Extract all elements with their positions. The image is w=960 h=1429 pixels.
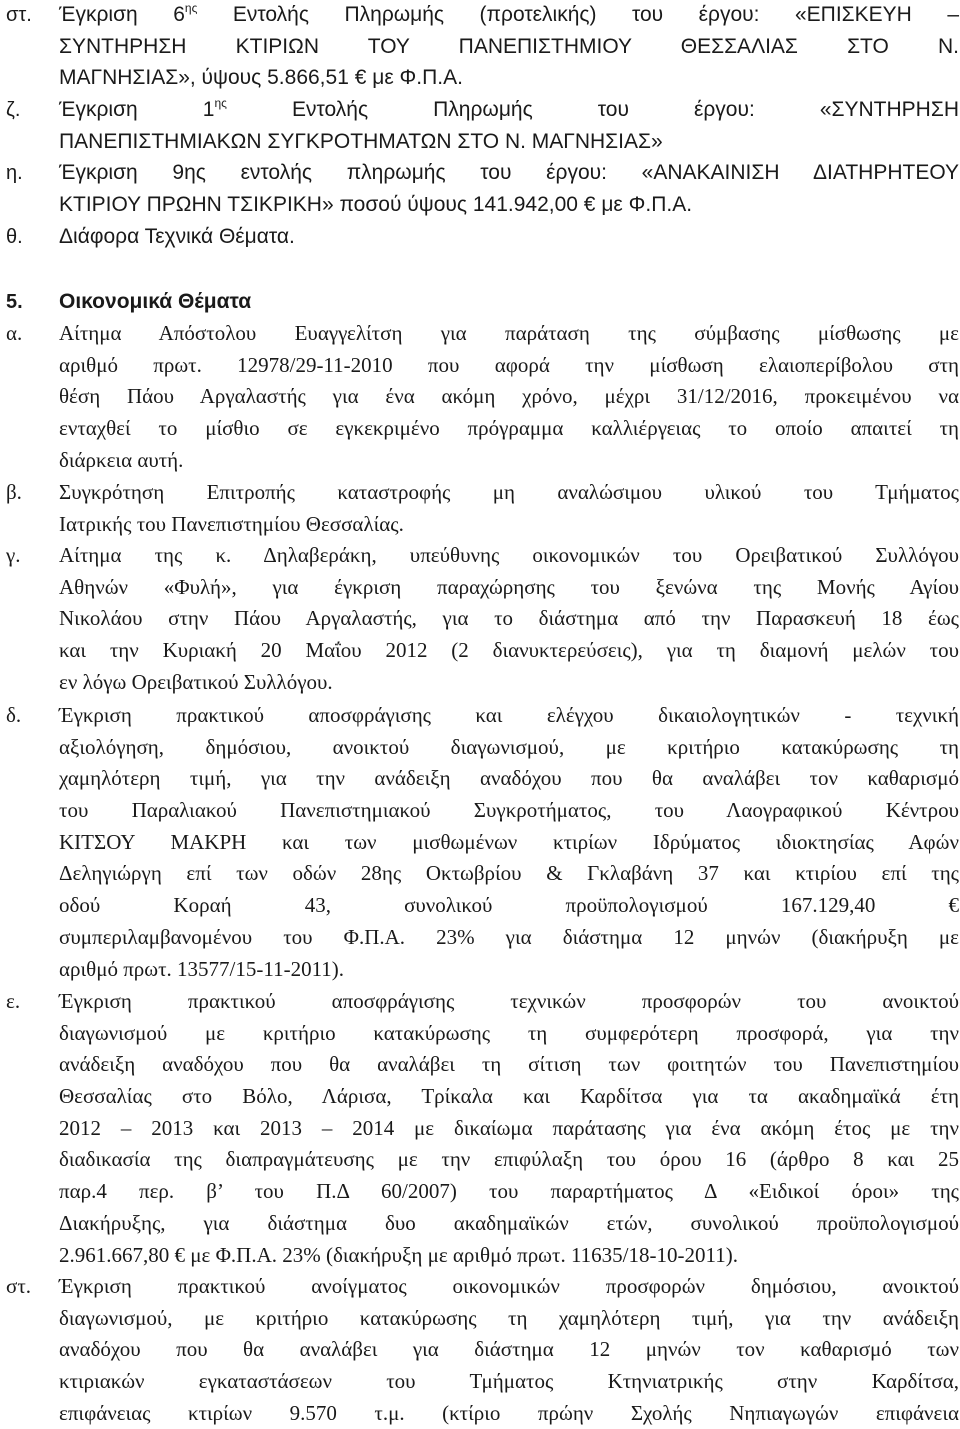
item-marker: γ. [6, 543, 21, 567]
item-text [59, 986, 959, 1271]
item-text [59, 477, 959, 540]
item-line: Έγκριση πρακτικού αποσφράγισης τεχνικών προσφορών του ανοικτού [59, 989, 959, 1013]
item-line: Έγκριση 9ης εντολής πληρωμής του έργου: «ΑΝΑΚΑΙΝΙΣΗ ΔΙΑΤΗΡΗΤΕΟΥ [59, 161, 959, 184]
item-text [59, 95, 959, 158]
item-line: Ιατρικής του Πανεπιστημίου Θεσσαλίας. [59, 511, 404, 536]
item-line: Έγκριση πρακτικού αποσφράγισης και ελέγχου δικαιολογητικών - τεχνική [59, 703, 959, 727]
item-line: Νικολάου στην Πάου Αργαλαστής, για το διάστημα από την Παρασκευή 18 έως [59, 606, 959, 631]
item-line: ΜΑΓΝΗΣΙΑΣ», ύψους 5.866,51 € με Φ.Π.Α. [59, 66, 463, 90]
item-line: διάρκεια αυτή. [59, 447, 184, 472]
item-line: ΚΤΙΡΙΟΥ ΠΡΩΗΝ ΤΣΙΚΡΙΚΗ» ποσού ύψους 141.942,00 € με Φ.Π.Α. [59, 192, 693, 216]
item-line: θέση Πάου Αργαλαστής για ένα ακόμη χρόνο, μέχρι 31/12/2016, προκειμένου να [59, 384, 959, 409]
item-line: ΠΑΝΕΠΙΣΤΗΜΙΑΚΩΝ ΣΥΓΚΡΟΤΗΜΑΤΩΝ ΣΤΟ Ν. ΜΑΓΝΗΣΙΑΣ» [59, 129, 663, 153]
item-marker: δ. [6, 703, 22, 727]
item-text-part: Έγκριση 6 [59, 3, 185, 26]
item-text [59, 1271, 959, 1429]
item-line: παρ.4 περ. β’ του Π.Δ 60/2007) του παραρτήματος Δ «Ειδικοί όροι» της [59, 1179, 959, 1204]
item-line: 2012 – 2013 και 2013 – 2014 με δικαίωμα παράτασης για ένα ακόμη έτος με την [59, 1115, 959, 1140]
item-line: Αθηνών «Φυλή», για έγκριση παραχώρησης του ξενώνα της Μονής Αγίου [59, 574, 959, 599]
item-line: επιφάνειας κτιρίων 9.570 τ.μ. (κτίριο πρώην Σχολής Νηπιαγωγών επιφάνεια [59, 1400, 959, 1425]
item-text [59, 222, 959, 254]
item-line: εν λόγω Ορειβατικού Συλλόγου. [59, 669, 333, 694]
item-marker: β. [6, 480, 22, 504]
item-line: ανάδειξη αναδόχου που θα αναλάβει τη σίτιση των φοιτητών του Πανεπιστημίου [59, 1052, 959, 1077]
section-title: Οικονομικά Θέματα [59, 290, 252, 313]
item-text [59, 318, 959, 476]
item-text [59, 0, 959, 95]
item-text [59, 540, 959, 698]
item-line: χαμηλότερη τιμή, για την ανάδειξη αναδόχου που θα αναλάβει τον καθαρισμό [59, 766, 959, 791]
item-text-part: Εντολής Πληρωμής του έργου: «ΣΥΝΤΗΡΗΣΗ [226, 98, 959, 121]
item-marker: ε. [6, 989, 21, 1013]
item-marker: α. [6, 321, 23, 345]
item-line: αριθμό πρωτ. 12978/29-11-2010 που αφορά την μίσθωση ελαιοπερίβολου στη [59, 352, 959, 377]
item-line: Θεσσαλίας στο Βόλο, Λάρισα, Τρίκαλα και Καρδίτσα για τα ακαδημαϊκά έτη [59, 1084, 959, 1109]
item-text-part: Εντολής Πληρωμής (προτελικής) του έργου: «ΕΠΙΣΚΕΥΗ – [197, 3, 960, 26]
item-line: και την Κυριακή 20 Μαΐου 2012 (2 διανυκτερεύσεις), για τη διαμονή μελών του [59, 638, 959, 663]
section-title-wrap [59, 287, 959, 319]
item-line: οδού Κοραή 43, συνολικού προϋπολογισμού 167.129,40 € [59, 893, 959, 918]
item-line: διαγωνισμού, με κριτήριο κατακύρωσης τη χαμηλότερη τιμή, για την ανάδειξη [59, 1305, 959, 1330]
item-line: Διακήρυξης, για διάστημα δυο ακαδημαϊκών ετών, συνολικού προϋπολογισμού [59, 1210, 959, 1235]
item-line: 2.961.667,80 € με Φ.Π.Α. 23% (διακήρυξη με αριθμό πρωτ. 11635/18-10-2011). [59, 1242, 738, 1267]
item-line: του Παραλιακού Πανεπιστημιακού Συγκροτήματος, του Λαογραφικού Κέντρου [59, 798, 959, 823]
item-line: κτιριακών εγκαταστάσεων του Τμήματος Κτηνιατρικής στην Καρδίτσα, [59, 1369, 959, 1394]
item-line: Αίτημα της κ. Δηλαβεράκη, υπεύθυνης οικονομικών του Ορειβατικού Συλλόγου [59, 543, 959, 567]
item-marker: η. [6, 162, 23, 184]
superscript: ης [214, 96, 227, 110]
item-line: Έγκριση πρακτικού ανοίγματος οικονομικών προσφορών δημόσιου, ανοικτού [59, 1274, 959, 1298]
item-line: Δεληγιώργη επί των οδών 28ης Οκτωβρίου & Γκλαβάνη 37 και κτιρίου επί της [59, 861, 959, 886]
item-line: αξιολόγηση, δημόσιου, ανοικτού διαγωνισμού, με κριτήριο κατακύρωσης τη [59, 734, 959, 759]
section-number: 5. [6, 291, 23, 313]
item-marker: στ. [6, 4, 32, 26]
item-text-part: Έγκριση 1 [59, 98, 215, 121]
item-line: διαγωνισμού με κριτήριο κατακύρωσης τη συμφερότερη προσφορά, για την [59, 1020, 959, 1045]
item-line: αναδόχου που θα αναλάβει για διάστημα 12 μηνών τον καθαρισμό των [59, 1337, 959, 1362]
item-marker: θ. [6, 226, 23, 248]
item-line: Συγκρότηση Επιτροπής καταστροφής μη αναλώσιμου υλικού του Τμήματος [59, 480, 959, 504]
item-text [59, 700, 959, 985]
superscript: ης [184, 1, 198, 15]
item-line: ΚΙΤΣΟΥ ΜΑΚΡΗ και των μισθωμένων κτιρίων Ιδρύματος ιδιοκτησίας Αφών [59, 829, 959, 854]
item-line: αριθμό πρωτ. 13577/15-11-2011). [59, 956, 345, 981]
item-marker: ζ. [6, 99, 21, 121]
item-line: διαδικασία της διαπραγμάτευσης με την επιφύλαξη του όρου 16 (άρθρο 8 και 25 [59, 1147, 959, 1172]
item-line: Διάφορα Τεχνικά Θέματα. [59, 225, 295, 248]
item-line: Αίτημα Απόστολου Ευαγγελίτση για παράταση της σύμβασης μίσθωσης με [59, 321, 959, 345]
item-line: συμπεριλαμβανομένου του Φ.Π.Α. 23% για διάστημα 12 μηνών (διακήρυξη με [59, 924, 959, 949]
item-text [59, 158, 959, 221]
item-line: ενταχθεί το μίσθιο σε εγκεκριμένο πρόγραμμα καλλιέργειας το οποίο απαιτεί τη [59, 416, 959, 441]
item-marker: στ. [6, 1274, 32, 1298]
item-line: ΣΥΝΤΗΡΗΣΗ ΚΤΙΡΙΩΝ ΤΟΥ ΠΑΝΕΠΙΣΤΗΜΙΟΥ ΘΕΣΣΑΛΙΑΣ ΣΤΟ Ν. [59, 34, 959, 58]
